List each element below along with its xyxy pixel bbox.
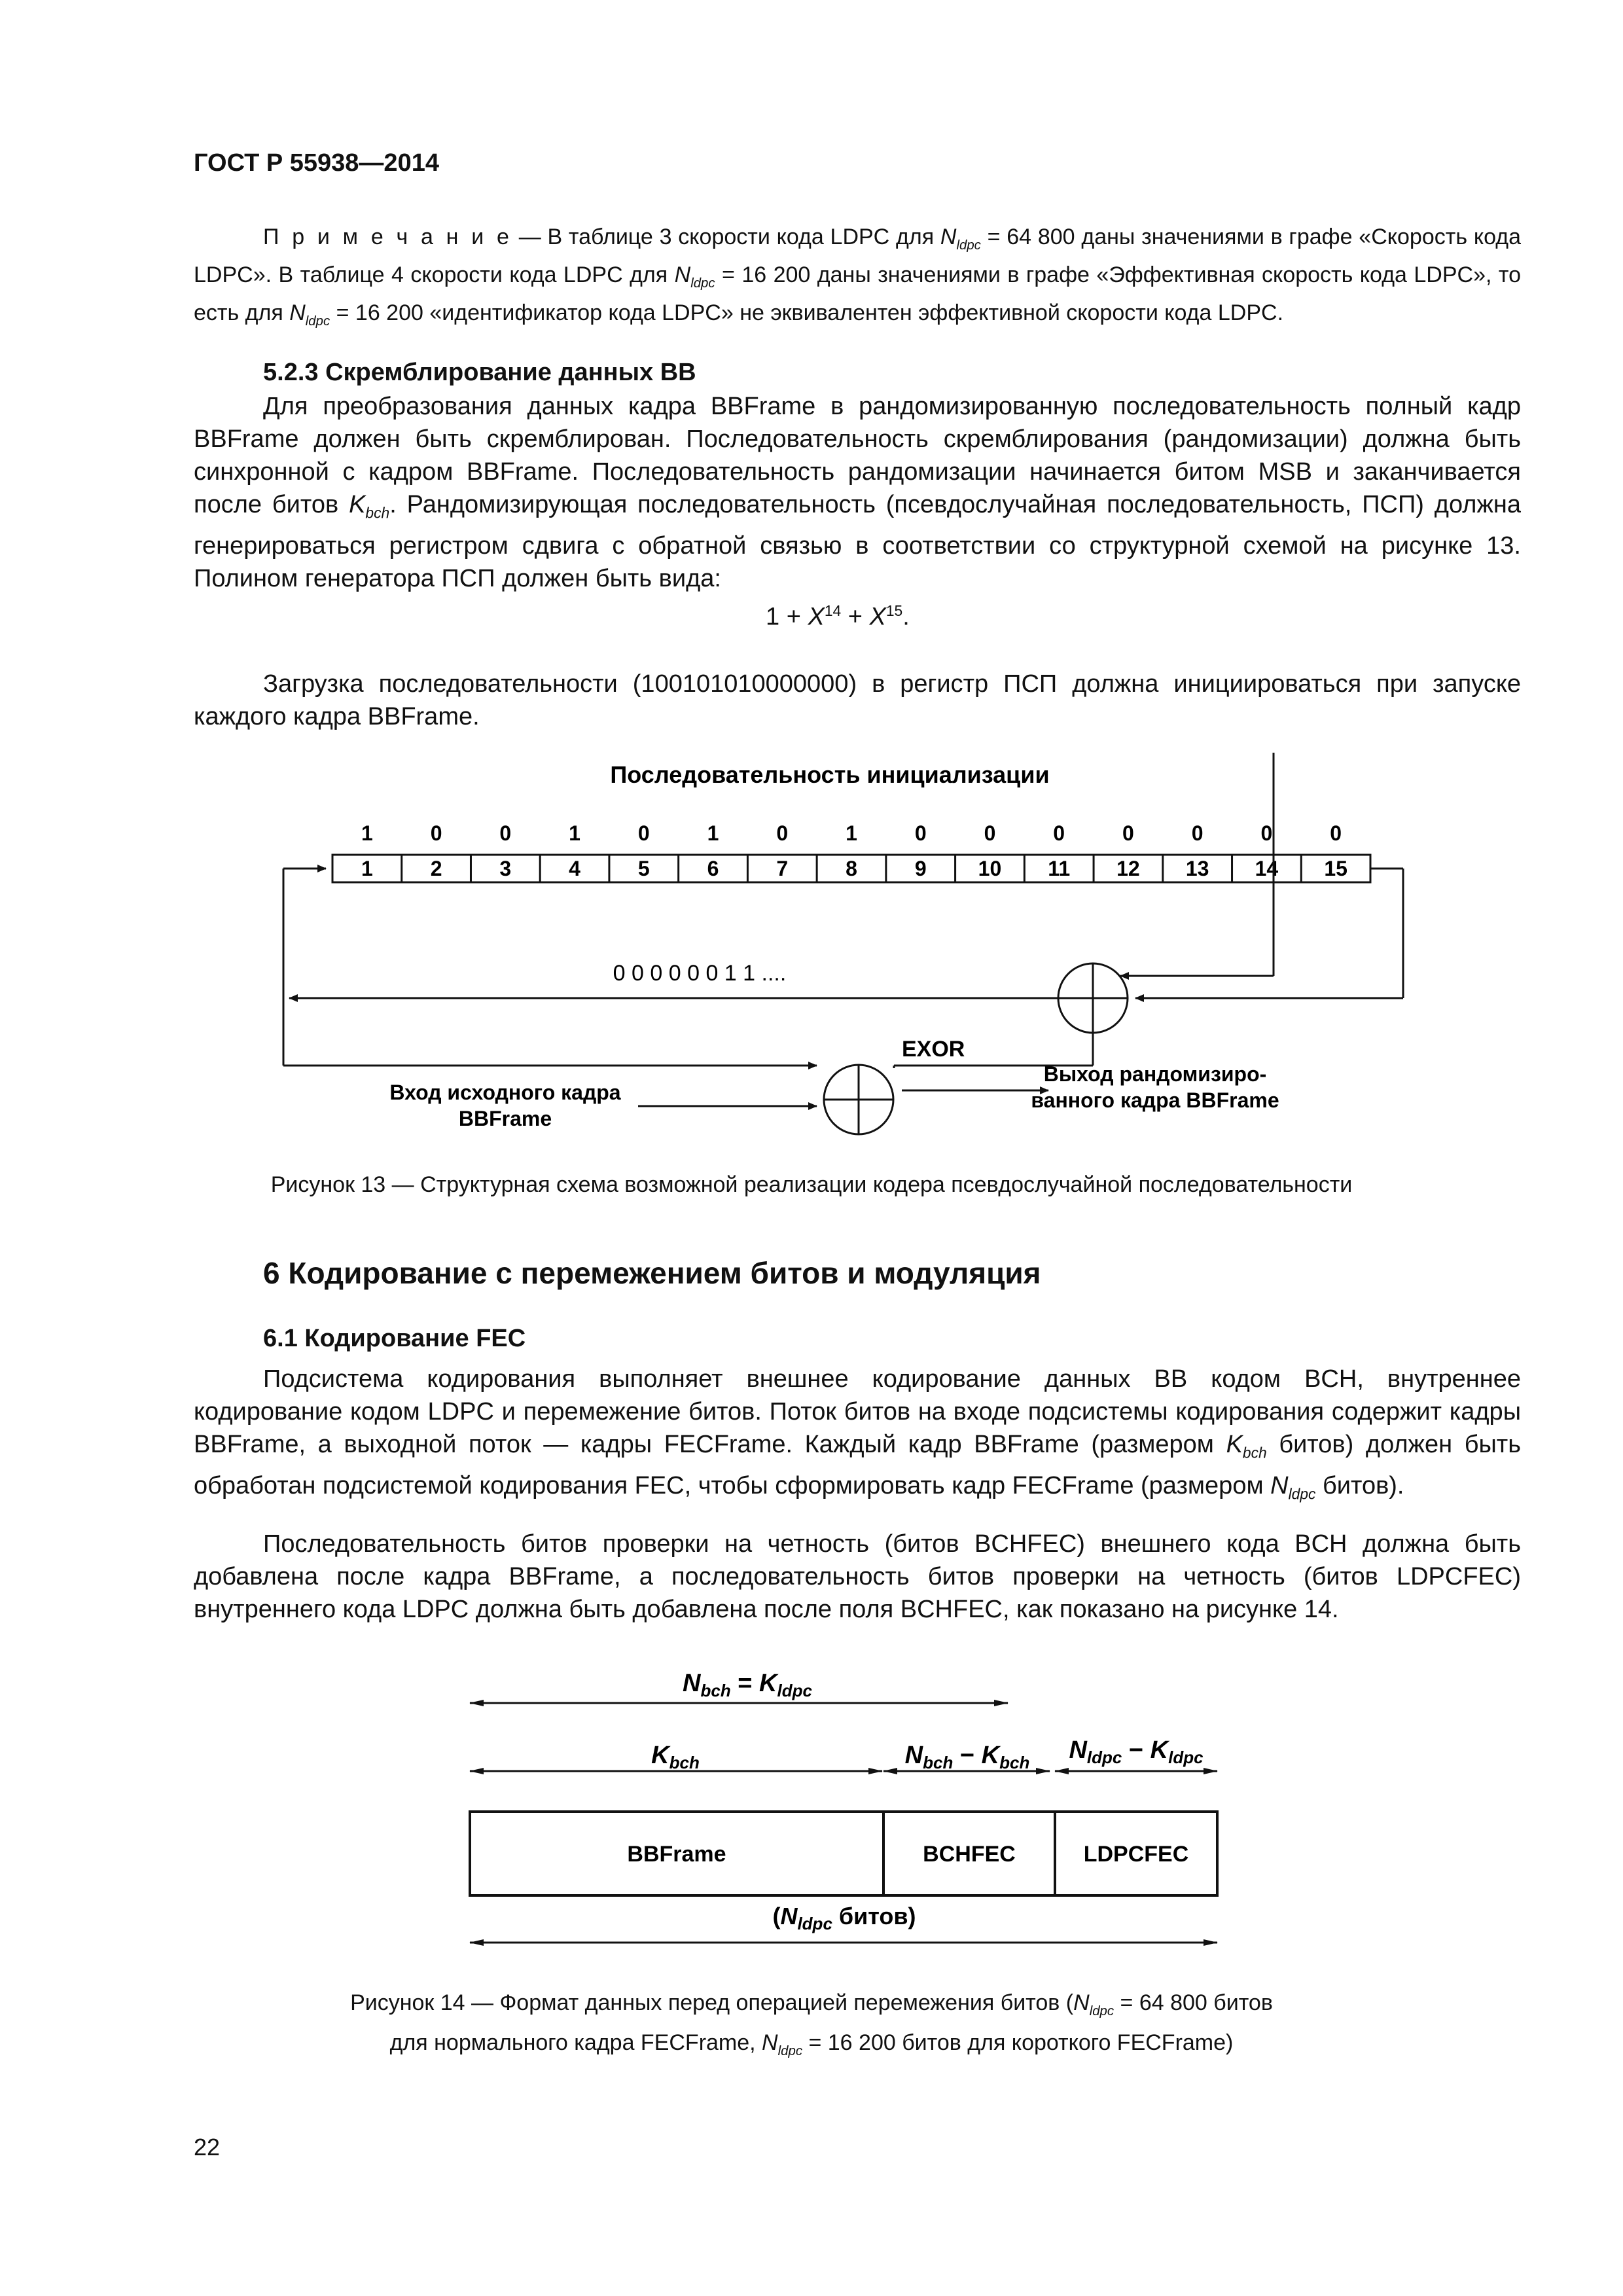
- init-bit-7: 0: [776, 821, 789, 845]
- register-cell-9: 9: [914, 857, 927, 880]
- caption-14-d: = 16 200 битов для короткого FECFrame): [802, 2030, 1234, 2055]
- sub-ldpc: ldpc: [797, 1914, 832, 1933]
- init-bit-11: 0: [1053, 821, 1065, 845]
- formula-part-a: 1 +: [766, 603, 808, 631]
- var-k: K: [1150, 1736, 1169, 1764]
- sub-ldpc: ldpc: [777, 2043, 803, 2058]
- section-5-2-3-title: 5.2.3 Скремблирование данных BB: [263, 359, 696, 386]
- document-header: ГОСТ Р 55938—2014: [194, 149, 439, 177]
- s6-p1-text-b: битов) должен быть обработан подсистемой кодирования FEC, чтобы сформировать кадр FECFrame (размером: [194, 1431, 1521, 1499]
- init-bit-15: 0: [1330, 821, 1342, 845]
- exponent-15: 15: [885, 602, 903, 619]
- section-6-title: 6 Кодирование с перемежением битов и модуляция: [263, 1256, 1041, 1290]
- sub-ldpc: ldpc: [305, 314, 330, 329]
- open-paren: (: [772, 1903, 781, 1929]
- var-n: N: [674, 262, 691, 287]
- register-cell-13: 13: [1185, 857, 1209, 880]
- register-cell-3: 3: [499, 857, 512, 880]
- sub-ldpc: ldpc: [1168, 1748, 1204, 1767]
- var-x: X: [869, 603, 886, 631]
- box-bchfec: BCHFEC: [923, 1842, 1016, 1867]
- init-bit-1: 1: [361, 821, 373, 845]
- init-bit-13: 0: [1191, 821, 1204, 845]
- input-label-line1: Вход исходного кадра: [389, 1081, 621, 1104]
- section-6-1-paragraph-2: Последовательность битов проверки на четность (битов BCHFEC) внешнего кода BCH должна быть добавлена после кадра BBFrame, а последовательность битов проверки на четность (битов LDPCFEC) внутреннего кода LDPC должна быть добавлена после поля BCHFEC, как показано на рисунке 14.: [194, 1530, 1521, 1623]
- section-6-1-title: 6.1 Кодирование FEC: [263, 1325, 526, 1352]
- register-cell-12: 12: [1116, 857, 1140, 880]
- minus-sign: −: [1122, 1736, 1150, 1764]
- init-bit-5: 0: [637, 821, 650, 845]
- label-nldpc-bits: [772, 1903, 916, 1933]
- figure-14-diagram: [0, 1649, 1623, 1957]
- note-text-4: = 16 200 «идентификатор кода LDPC» не эквивалентен эффективной скорости кода LDPC.: [330, 300, 1284, 325]
- output-label-line1: Выход рандомизиро-: [1043, 1062, 1267, 1086]
- minus-sign: −: [953, 1742, 982, 1769]
- figure-13-diagram: [0, 753, 1623, 1158]
- sub-bch: bch: [1242, 1444, 1267, 1462]
- output-label-line2: ванного кадра BBFrame: [1031, 1088, 1279, 1112]
- formula-part-b: +: [841, 603, 870, 631]
- var-n: N: [1073, 1990, 1090, 2015]
- sub-ldpc: ldpc: [1086, 1748, 1122, 1767]
- caption-14-c: для нормального кадра FECFrame,: [389, 2030, 762, 2055]
- page-number: 22: [194, 2134, 221, 2161]
- var-x: X: [808, 603, 825, 631]
- note-text-2: = 64 800 даны значениями в графе «Скорость кода LDPC». В таблице 4 скорости кода LDPC для: [194, 224, 1521, 287]
- register-cell-4: 4: [569, 857, 580, 880]
- var-k: K: [1226, 1431, 1243, 1458]
- sub-ldpc: ldpc: [956, 238, 981, 253]
- var-k: K: [981, 1742, 1000, 1769]
- init-bit-9: 0: [914, 821, 927, 845]
- label-nldpc-minus-kldpc: [1069, 1736, 1204, 1767]
- init-bit-3: 0: [499, 821, 512, 845]
- label-kbch: [651, 1742, 700, 1772]
- formula-part-c: .: [902, 603, 910, 631]
- figure-13-title: Последовательность инициализации: [610, 761, 1050, 788]
- init-bit-4: 1: [569, 821, 580, 845]
- figure-14-caption: [0, 1987, 1623, 2067]
- register-cell-2: 2: [430, 857, 442, 880]
- box-bbframe: BBFrame: [627, 1842, 726, 1867]
- note-label: П р и м е ч а н и е: [263, 224, 512, 249]
- var-k: K: [349, 491, 366, 518]
- register-cell-7: 7: [776, 857, 789, 880]
- init-bit-14: 0: [1260, 821, 1273, 845]
- var-n: N: [762, 2030, 778, 2055]
- sub-bch: bch: [669, 1753, 700, 1772]
- var-n: N: [289, 300, 306, 325]
- sub-bch: bch: [365, 504, 390, 522]
- var-n: N: [904, 1742, 923, 1769]
- var-n: N: [1270, 1471, 1289, 1499]
- label-nbch-minus-kbch: [905, 1742, 1030, 1772]
- bits-word: битов): [832, 1903, 916, 1929]
- label-nbch-eq-kldpc: [683, 1670, 812, 1700]
- p1-text-b: . Рандомизирующая последовательность (псевдослучайная последовательность, ПСП) должна генерироваться регистром сдвига с обратной связью в соответствии со структурной схемой на рисунке 13. Полином генератора ПСП должен быть вида:: [194, 491, 1521, 592]
- register-cell-5: 5: [637, 857, 650, 880]
- var-n: N: [1069, 1736, 1087, 1764]
- sub-bch: bch: [700, 1681, 731, 1700]
- register-cell-15: 15: [1324, 857, 1347, 880]
- sub-ldpc: ldpc: [1288, 1485, 1316, 1503]
- register-cell-8: 8: [846, 857, 857, 880]
- init-bit-2: 0: [430, 821, 442, 845]
- note-text-1: — В таблице 3 скорости кода LDPC для: [512, 224, 940, 249]
- init-bit-8: 1: [846, 821, 857, 845]
- sub-bch: bch: [999, 1753, 1030, 1772]
- var-n: N: [683, 1670, 701, 1697]
- exor-label: EXOR: [902, 1037, 965, 1062]
- s6-p1-text-a: Подсистема кодирования выполняет внешнее кодирование данных BB кодом BCH, внутреннее кодирование кодом LDPC и перемежение битов. Поток битов на входе подсистемы кодирования содержит кадры BBFrame, а выходной поток — кадры FECFrame. Каждый кадр BBFrame (размером: [194, 1365, 1521, 1458]
- p1-text-a: Для преобразования данных кадра BBFrame в рандомизированную последовательность полный кадр BBFrame должен быть скремблирован. Последовательность скремблирования (рандомизации) должна быть синхронной с кадром BBFrame. Последовательность рандомизации начинается битом MSB и заканчивается после битов: [194, 393, 1521, 518]
- register-cell-11: 11: [1048, 857, 1071, 880]
- var-k: K: [651, 1742, 669, 1769]
- var-k: K: [759, 1670, 777, 1697]
- section-5-2-3-paragraph-1: [194, 390, 1521, 595]
- section-5-2-3-paragraph-2: Загрузка последовательности (100101010000000) в регистр ПСП должна инициироваться при запуске каждого кадра BBFrame.: [194, 670, 1521, 730]
- note-paragraph: [194, 223, 1521, 336]
- section-6-1-paragraph-1: [194, 1363, 1521, 1510]
- register-cell-14: 14: [1255, 857, 1279, 880]
- sub-ldpc: ldpc: [690, 276, 715, 291]
- init-bit-12: 0: [1122, 821, 1134, 845]
- register-cell-10: 10: [978, 857, 1002, 880]
- exponent-14: 14: [824, 602, 842, 619]
- init-bits-row: [361, 821, 1342, 845]
- sub-ldpc: ldpc: [777, 1681, 812, 1700]
- note-text-3: = 16 200 даны значениями в графе «Эффективная скорость кода LDPC», то есть для: [194, 262, 1521, 325]
- init-bit-6: 1: [707, 821, 719, 845]
- register-cells: [332, 855, 1370, 882]
- input-label-line2: BBFrame: [458, 1107, 552, 1130]
- sub-bch: bch: [923, 1753, 954, 1772]
- caption-14-b: = 64 800 битов: [1114, 1990, 1273, 2015]
- figure-13-caption: Рисунок 13 — Структурная схема возможной реализации кодера псевдослучайной последовательности: [270, 1172, 1353, 1197]
- var-n: N: [940, 224, 957, 249]
- register-cell-6: 6: [707, 857, 719, 880]
- polynomial-formula: [766, 602, 910, 632]
- caption-14-a: Рисунок 14 — Формат данных перед операцией перемежения битов (: [350, 1990, 1074, 2015]
- init-bit-10: 0: [984, 821, 996, 845]
- eq-sign: =: [730, 1670, 760, 1697]
- s6-p1-text-c: битов).: [1315, 1471, 1404, 1499]
- register-cell-1: 1: [361, 857, 373, 880]
- box-ldpcfec: LDPCFEC: [1083, 1842, 1189, 1867]
- var-n: N: [780, 1903, 798, 1929]
- output-sequence: 0 0 0 0 0 0 1 1 ....: [613, 961, 787, 986]
- sub-ldpc: ldpc: [1089, 2003, 1115, 2018]
